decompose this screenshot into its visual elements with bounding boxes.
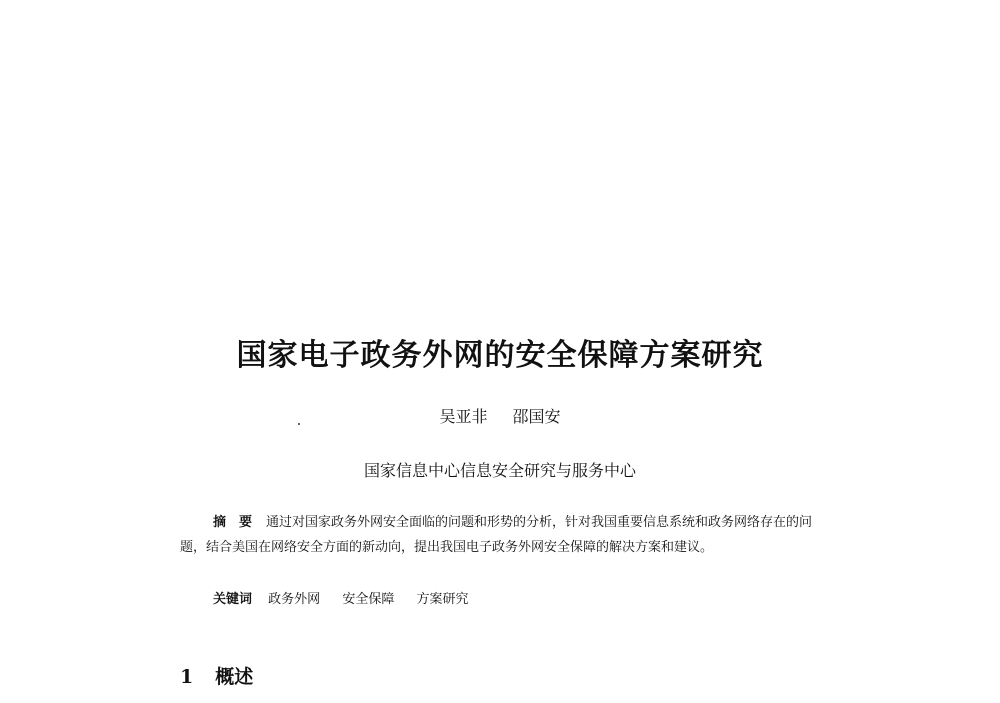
keywords-label: 关键词 (213, 592, 253, 607)
section-heading (180, 662, 253, 689)
author-name: 邵国安 (512, 407, 561, 426)
keyword: 政务外网 (268, 592, 321, 607)
abstract-text: 通过对国家政务外网安全面临的问题和形势的分析，针对我国重要信息系统和政务网络存在的问题，结合美国在网络安全方面的新动向，提出我国电子政务外网安全保障的解决方案和建议。 (180, 515, 813, 555)
paper-title: 国家电子政务外网的安全保障方案研究 (236, 338, 764, 374)
author-list (300, 404, 700, 427)
keywords-line (213, 587, 813, 612)
scan-speck (298, 423, 300, 425)
abstract-paragraph (180, 510, 830, 560)
keyword: 方案研究 (416, 592, 469, 607)
author-affiliation: 国家信息中心信息安全研究与服务中心 (363, 461, 636, 480)
abstract-label: 摘 要 (213, 515, 253, 530)
section-title: 概述 (215, 666, 254, 688)
keyword: 安全保障 (342, 592, 395, 607)
author-name: 吴亚非 (439, 407, 488, 426)
section-number: 1 (180, 666, 194, 688)
